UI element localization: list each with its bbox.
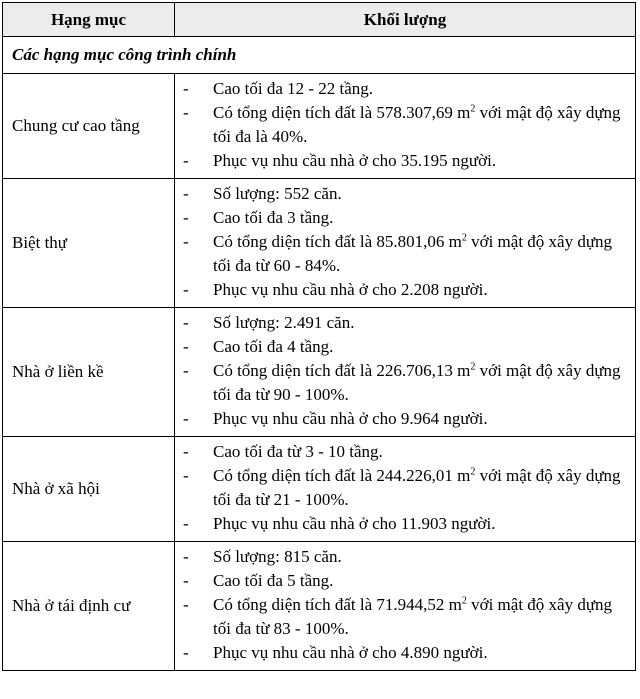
bullet-dash: -	[183, 208, 189, 227]
item-text	[213, 77, 631, 101]
item-text-main: Cao tối đa 12 - 22 tầng.	[213, 79, 374, 98]
item-text	[213, 278, 631, 302]
list-item	[183, 311, 631, 335]
bullet-dash: -	[183, 514, 189, 533]
bullet-dash: -	[183, 151, 189, 170]
item-text	[213, 545, 631, 569]
volume-list	[175, 542, 635, 670]
list-item	[183, 230, 631, 278]
category-cell: Nhà ở xã hội	[3, 437, 175, 542]
table-header-row	[3, 3, 636, 37]
item-text-rest: với mật độ xây dựng tối đa từ 21 - 100%.	[213, 466, 621, 509]
category-cell: Biệt thự	[3, 179, 175, 308]
bullet-dash: -	[183, 184, 189, 203]
bullet-dash: -	[183, 280, 189, 299]
list-item	[183, 464, 631, 512]
item-text	[213, 569, 631, 593]
unit-superscript: 2	[470, 361, 476, 373]
item-text-main: Phục vụ nhu cầu nhà ở cho 4.890 người.	[213, 643, 488, 662]
unit-superscript: 2	[470, 103, 476, 115]
item-text-main: Cao tối đa 4 tầng.	[213, 337, 334, 356]
item-text-main: Số lượng: 2.491 căn.	[213, 313, 355, 332]
item-text-rest: với mật độ xây dựng tối đa là 40%.	[213, 103, 621, 146]
unit-superscript: 2	[461, 595, 467, 607]
bullet-dash: -	[183, 103, 189, 122]
list-item	[183, 593, 631, 641]
table-row	[3, 542, 636, 671]
item-text-main: Có tổng diện tích đất là 71.944,52 m	[213, 595, 462, 614]
list-item	[183, 440, 631, 464]
list-item	[183, 569, 631, 593]
item-text-main: Phục vụ nhu cầu nhà ở cho 35.195 người.	[213, 151, 497, 170]
item-text-main: Có tổng diện tích đất là 85.801,06 m	[213, 232, 462, 251]
header-category: Hạng mục	[3, 3, 175, 37]
list-item	[183, 512, 631, 536]
item-text-main: Cao tối đa từ 3 - 10 tầng.	[213, 442, 383, 461]
list-item	[183, 641, 631, 665]
item-text-main: Có tổng diện tích đất là 244.226,01 m	[213, 466, 471, 485]
item-text-main: Số lượng: 815 căn.	[213, 547, 342, 566]
category-cell: Chung cư cao tầng	[3, 74, 175, 179]
item-text	[213, 593, 631, 641]
list-item	[183, 101, 631, 149]
bullet-dash: -	[183, 337, 189, 356]
volume-list	[175, 74, 635, 178]
volume-cell	[175, 437, 636, 542]
volume-cell	[175, 542, 636, 671]
bullet-dash: -	[183, 466, 189, 485]
item-text	[213, 335, 631, 359]
volume-list	[175, 437, 635, 541]
category-cell: Nhà ở tái định cư	[3, 542, 175, 671]
item-text	[213, 311, 631, 335]
list-item	[183, 278, 631, 302]
item-text-main: Cao tối đa 5 tầng.	[213, 571, 334, 590]
item-text-rest: với mật độ xây dựng tối đa từ 60 - 84%.	[213, 232, 613, 275]
item-text	[213, 230, 631, 278]
item-text-main: Phục vụ nhu cầu nhà ở cho 2.208 người.	[213, 280, 488, 299]
item-text	[213, 182, 631, 206]
section-title: Các hạng mục công trình chính	[3, 37, 636, 74]
volume-cell	[175, 74, 636, 179]
category-cell: Nhà ở liền kề	[3, 308, 175, 437]
list-item	[183, 407, 631, 431]
volume-list	[175, 179, 635, 307]
table-row	[3, 437, 636, 542]
item-text	[213, 359, 631, 407]
item-text	[213, 149, 631, 173]
volume-list	[175, 308, 635, 436]
item-text-main: Cao tối đa 3 tầng.	[213, 208, 334, 227]
bullet-dash: -	[183, 232, 189, 251]
table-row	[3, 308, 636, 437]
item-text	[213, 206, 631, 230]
item-text-main: Phục vụ nhu cầu nhà ở cho 11.903 người.	[213, 514, 496, 533]
bullet-dash: -	[183, 79, 189, 98]
list-item	[183, 359, 631, 407]
table-row	[3, 179, 636, 308]
section-row	[3, 37, 636, 74]
item-text	[213, 440, 631, 464]
volume-cell	[175, 179, 636, 308]
header-volume: Khối lượng	[175, 3, 636, 37]
item-text-rest: với mật độ xây dựng tối đa từ 90 - 100%.	[213, 361, 621, 404]
item-text	[213, 464, 631, 512]
unit-superscript: 2	[470, 466, 476, 478]
item-text	[213, 101, 631, 149]
list-item	[183, 206, 631, 230]
list-item	[183, 182, 631, 206]
unit-superscript: 2	[461, 232, 467, 244]
item-text	[213, 641, 631, 665]
bullet-dash: -	[183, 313, 189, 332]
item-text-main: Có tổng diện tích đất là 578.307,69 m	[213, 103, 471, 122]
item-text-main: Số lượng: 552 căn.	[213, 184, 342, 203]
bullet-dash: -	[183, 361, 189, 380]
bullet-dash: -	[183, 442, 189, 461]
bullet-dash: -	[183, 571, 189, 590]
list-item	[183, 335, 631, 359]
item-text-rest: với mật độ xây dựng tối đa từ 83 - 100%.	[213, 595, 613, 638]
bullet-dash: -	[183, 409, 189, 428]
bullet-dash: -	[183, 547, 189, 566]
item-text-main: Có tổng diện tích đất là 226.706,13 m	[213, 361, 471, 380]
bullet-dash: -	[183, 643, 189, 662]
volume-cell	[175, 308, 636, 437]
bullet-dash: -	[183, 595, 189, 614]
item-text	[213, 407, 631, 431]
construction-items-table	[2, 2, 636, 671]
list-item	[183, 545, 631, 569]
table-row	[3, 74, 636, 179]
item-text	[213, 512, 631, 536]
list-item	[183, 149, 631, 173]
list-item	[183, 77, 631, 101]
item-text-main: Phục vụ nhu cầu nhà ở cho 9.964 người.	[213, 409, 488, 428]
